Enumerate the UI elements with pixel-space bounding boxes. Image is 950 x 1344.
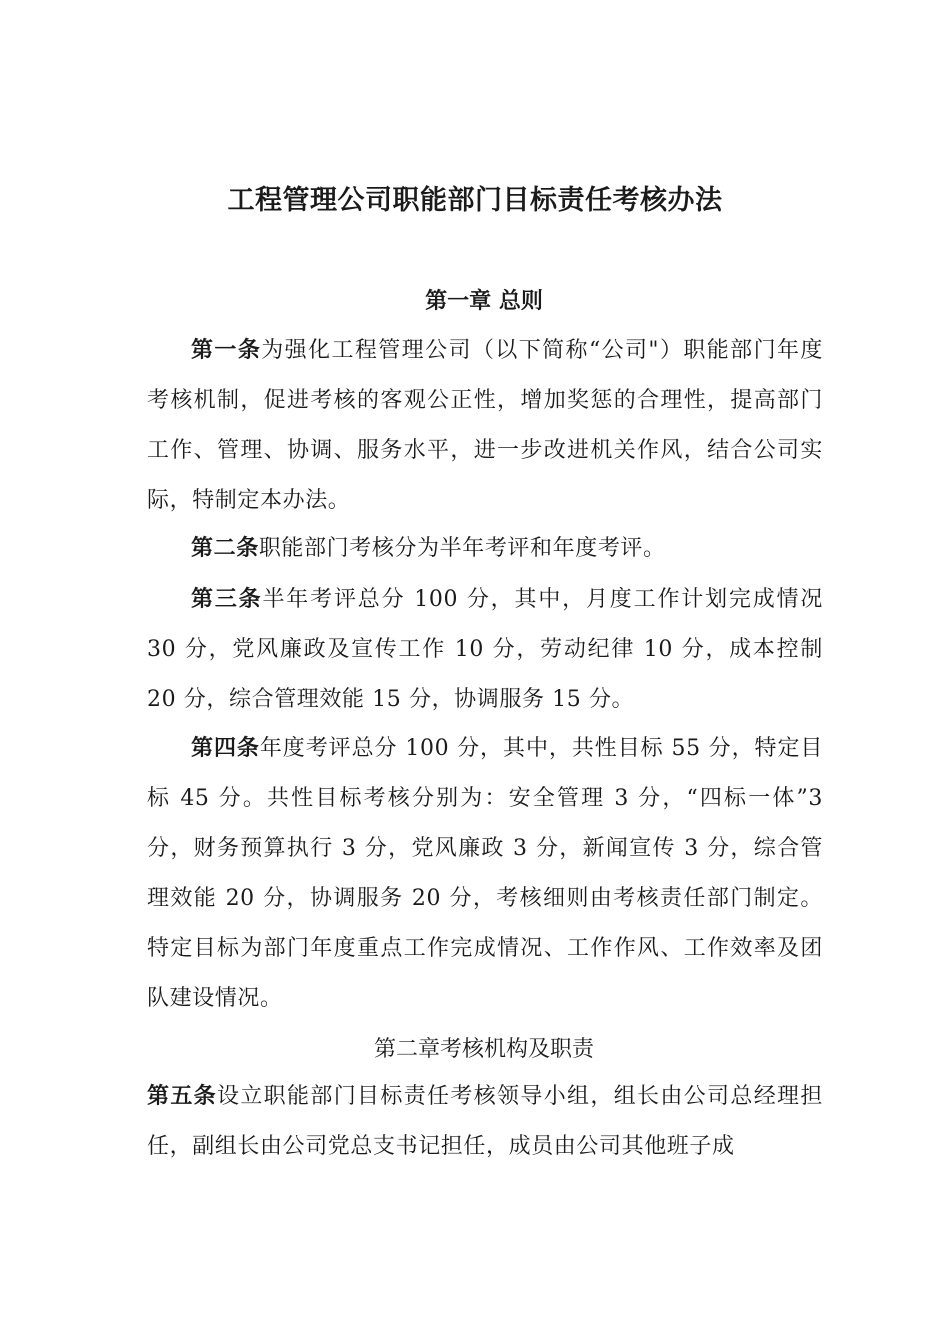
article-1 [147, 326, 823, 526]
article-5-label: 第五条 [147, 1084, 218, 1109]
article-4-label: 第四条 [191, 736, 260, 761]
document-title: 工程管理公司职能部门目标责任考核办法 [227, 185, 723, 216]
article-1-text: 为强化工程管理公司（以下简称“公司"）职能部门年度考核机制，促进考核的客观公正性，增加奖惩的合理性，提高部门工作、管理、协调、服务水平，进一步改进机关作风，结合公司实际，特制定本办法。 [147, 338, 823, 513]
article-3 [147, 575, 823, 725]
article-3-text: 半年考评总分 100 分，其中，月度工作计划完成情况 30 分，党风廉政及宣传工作 10 分，劳动纪律 10 分，成本控制 20 分，综合管理效能 15 分，协调服务 15 分。 [147, 587, 823, 712]
article-1-label: 第一条 [191, 338, 262, 363]
chapter-1-heading: 第一章 总则 [425, 289, 543, 314]
article-2-label: 第二条 [191, 536, 259, 561]
article-2-text: 职能部门考核分为半年考评和年度考评。 [258, 536, 666, 561]
article-3-label: 第三条 [191, 587, 263, 612]
article-5 [147, 1072, 823, 1172]
chapter-2-heading: 第二章考核机构及职责 [373, 1037, 594, 1062]
article-5-text: 设立职能部门目标责任考核领导小组，组长由公司总经理担任，副组长由公司党总支书记担任，成员由公司其他班子成 [147, 1084, 823, 1159]
article-4-text: 年度考评总分 100 分，其中，共性目标 55 分，特定目标 45 分。共性目标考核分别为：安全管理 3 分，“四标一体”3 分，财务预算执行 3 分，党风廉政 3 分，新闻宣传 3 分，综合管理效能 20 分，协调服务 20 分，考核细则由考核责任部门制定。特定目标为部门年度重点工作完成情况、工作作风、工作效率及团队建设情况。 [147, 736, 823, 1011]
article-2 [147, 524, 823, 574]
article-4 [147, 724, 823, 1024]
